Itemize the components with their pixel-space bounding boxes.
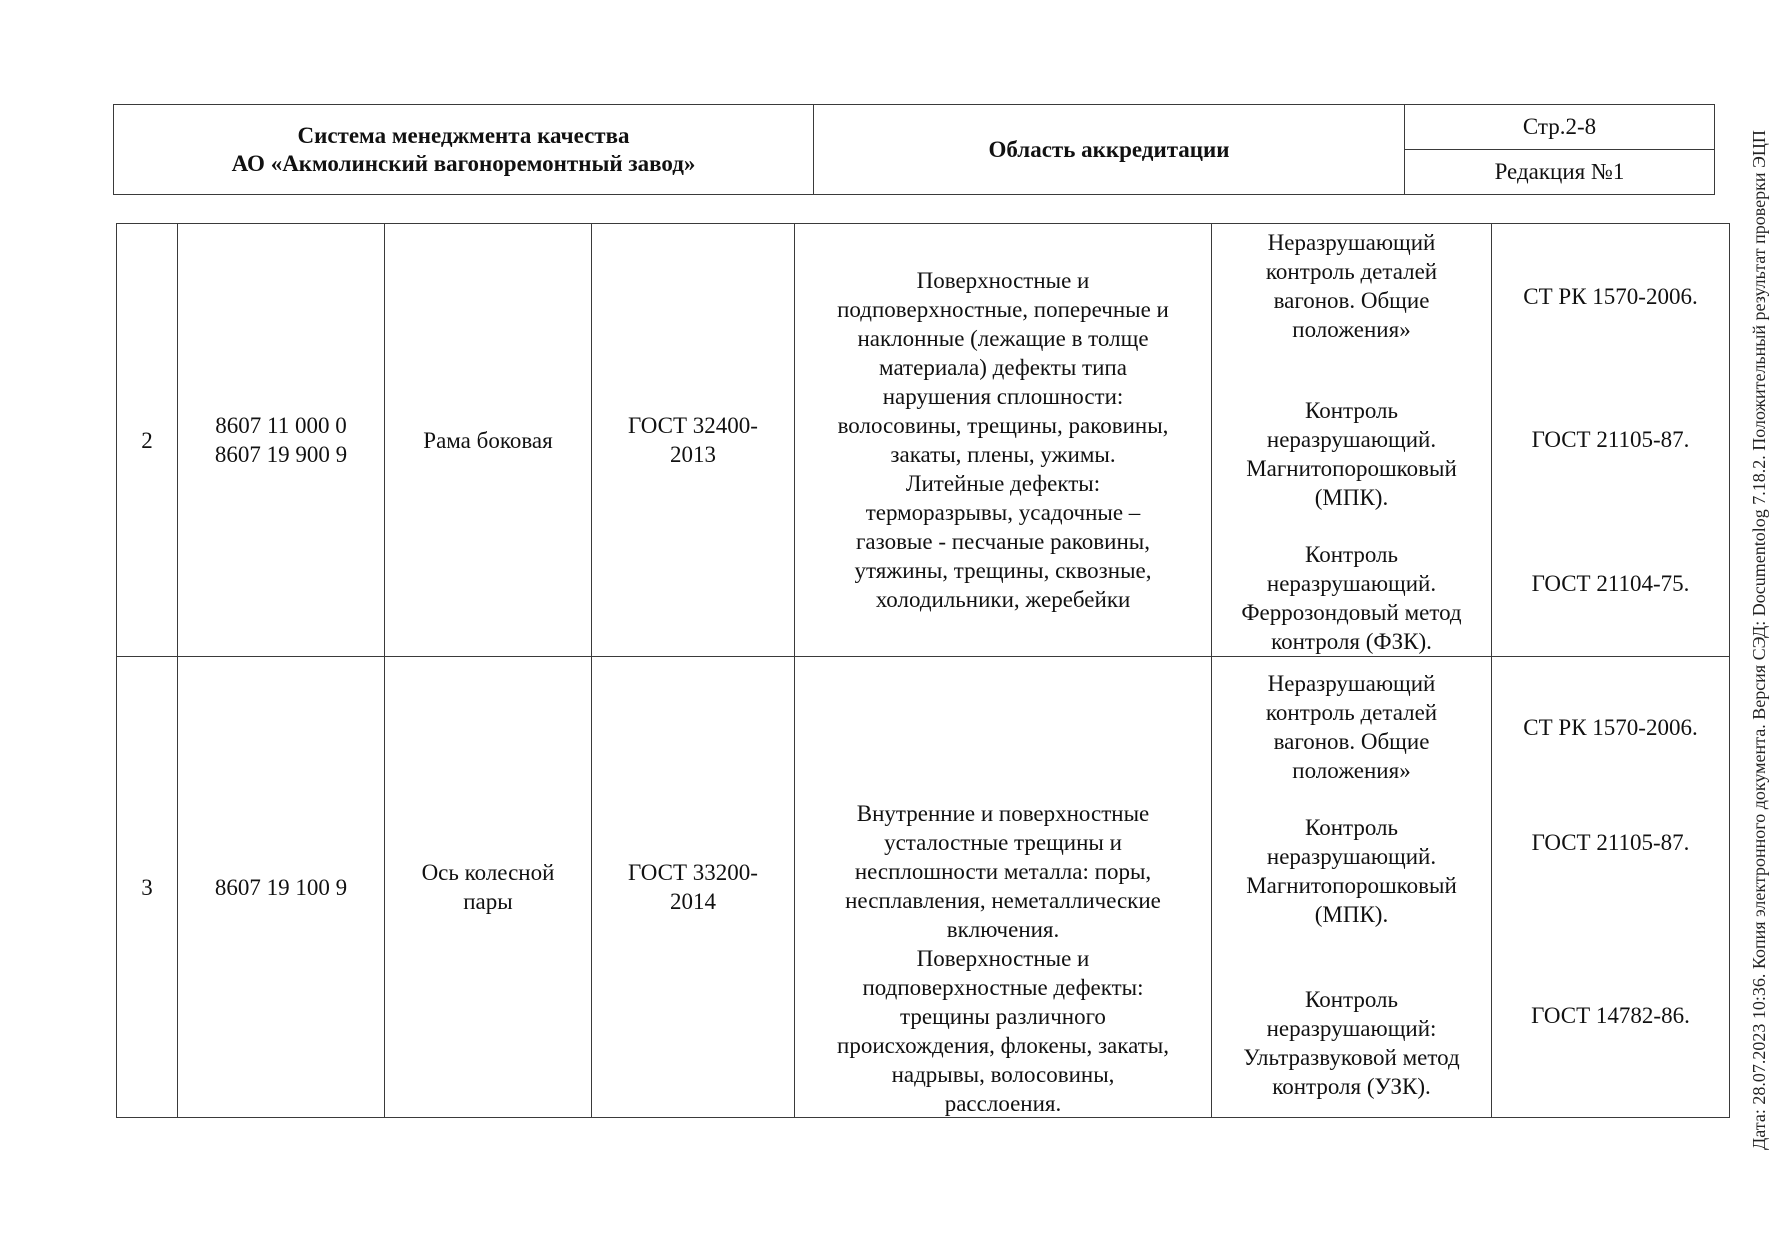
method-line: контроль деталей (1265, 259, 1438, 284)
method-block (1212, 540, 1491, 656)
defect-line: холодильники, жеребейки (875, 587, 1131, 612)
title-cell (814, 105, 1405, 195)
method-line: (МПК). (1314, 485, 1389, 510)
method-line: Контроль (1305, 987, 1398, 1012)
defect-line: подповерхностные, поперечные и (837, 297, 1169, 322)
normative-document: ГОСТ 21105-87. (1531, 427, 1690, 452)
product-name-line: Ось колесной (421, 860, 555, 885)
method-line: Контроль (1305, 398, 1398, 423)
normative-document: ГОСТ 21104-75. (1531, 571, 1690, 596)
method-line: Контроль (1305, 815, 1398, 840)
defect-line: Литейные дефекты: (905, 471, 1101, 496)
document-title: Область аккредитации (988, 136, 1230, 162)
accreditation-table (116, 223, 1730, 1118)
product-codes (178, 657, 385, 1118)
defect-line: терморазрывы, усадочные – (865, 500, 1141, 525)
method-line: контроля (УЗК). (1272, 1074, 1431, 1099)
method-block (1212, 813, 1491, 929)
standard-line: 2013 (670, 442, 716, 467)
method-line: (МПК). (1314, 902, 1389, 927)
organization-name-line2: АО «Акмолинский вагоноремонтный завод» (231, 150, 696, 176)
defect-line: нарушения сплошности: (882, 384, 1124, 409)
method-line: неразрушающий: (1266, 1016, 1437, 1041)
defects-description (795, 657, 1212, 1118)
method-line: Магнитопорошковый (1246, 873, 1457, 898)
method-line: Контроль (1305, 542, 1398, 567)
defect-line: надрывы, волосовины, (891, 1062, 1115, 1087)
method-block (1212, 228, 1491, 344)
defect-line: трещины различного (900, 1004, 1106, 1029)
defect-line: несплавления, неметаллические (845, 888, 1161, 913)
method-block (1212, 985, 1491, 1101)
method-line: неразрушающий. (1266, 844, 1437, 869)
defect-line: несплошности металла: поры, (854, 859, 1152, 884)
method-line: вагонов. Общие (1273, 288, 1430, 313)
defect-line: волосовины, трещины, раковины, (837, 413, 1169, 438)
defect-line: материала) дефекты типа (879, 355, 1127, 380)
edition-number: Редакция №1 (1405, 150, 1715, 195)
inspection-methods (1212, 657, 1492, 1118)
row-number: 2 (117, 224, 178, 657)
normative-document: СТ РК 1570-2006. (1523, 284, 1698, 309)
product-standard (592, 657, 795, 1118)
product-name-line: пары (463, 889, 513, 914)
inspection-methods (1212, 224, 1492, 657)
normative-document: СТ РК 1570-2006. (1523, 715, 1698, 740)
product-code: 8607 19 100 9 (214, 874, 348, 900)
table-row (117, 224, 1730, 657)
standard-line: ГОСТ 32400- (628, 413, 758, 438)
defects-text (795, 799, 1211, 1118)
defect-line: наклонные (лежащие в толще (857, 326, 1149, 351)
defect-line: усталостные трещины и (884, 830, 1122, 855)
product-name: Рама боковая (385, 224, 592, 657)
method-line: неразрушающий. (1266, 571, 1437, 596)
table-row (117, 657, 1730, 1118)
defect-line: происхождения, флокены, закаты, (837, 1033, 1169, 1058)
defect-line: Поверхностные и (916, 946, 1090, 971)
method-block (1212, 669, 1491, 785)
defect-line: подповерхностные дефекты: (862, 975, 1144, 1000)
product-name (385, 657, 592, 1118)
normative-documents (1492, 224, 1730, 657)
document-header (113, 104, 1715, 195)
electronic-signature-stamp: Дата: 28.07.2023 10:36. Копия электронного документа. Версия СЭД: Documentolog 7.18.2. Положительный результат проверки ЭЦП (1749, 130, 1769, 1150)
method-line: контроля (ФЗК). (1271, 629, 1432, 654)
standard-line: 2014 (670, 889, 716, 914)
defect-line: включения. (946, 917, 1060, 942)
method-block (1212, 396, 1491, 512)
defect-line: расслоения. (944, 1091, 1062, 1116)
method-line: положения» (1292, 317, 1411, 342)
product-standard (592, 224, 795, 657)
product-codes (178, 224, 385, 657)
method-line: Магнитопорошковый (1246, 456, 1457, 481)
method-line: Феррозондовый метод (1241, 600, 1462, 625)
defect-line: газовые - песчаные раковины, (855, 529, 1150, 554)
method-line: положения» (1292, 758, 1411, 783)
method-line: вагонов. Общие (1273, 729, 1430, 754)
defect-line: Внутренние и поверхностные (856, 801, 1150, 826)
organization-name-line1: Система менеджмента качества (297, 122, 630, 148)
product-code: 8607 19 900 9 (214, 442, 348, 467)
normative-documents (1492, 657, 1730, 1118)
defect-line: утяжины, трещины, сквозные, (854, 558, 1152, 583)
standard-line: ГОСТ 33200- (628, 860, 758, 885)
method-line: Ультразвуковой метод (1243, 1045, 1460, 1070)
defects-description (795, 224, 1212, 657)
row-number: 3 (117, 657, 178, 1118)
method-line: Неразрушающий (1267, 671, 1436, 696)
defect-line: Поверхностные и (916, 268, 1090, 293)
organization-cell (114, 105, 814, 195)
method-line: контроль деталей (1265, 700, 1438, 725)
normative-document: ГОСТ 21105-87. (1531, 830, 1690, 855)
defect-line: закаты, плены, ужимы. (890, 442, 1116, 467)
product-code: 8607 11 000 0 (215, 413, 347, 438)
method-line: Неразрушающий (1267, 230, 1436, 255)
normative-document: ГОСТ 14782-86. (1531, 1003, 1690, 1028)
page-number: Стр.2-8 (1405, 105, 1715, 150)
method-line: неразрушающий. (1266, 427, 1437, 452)
